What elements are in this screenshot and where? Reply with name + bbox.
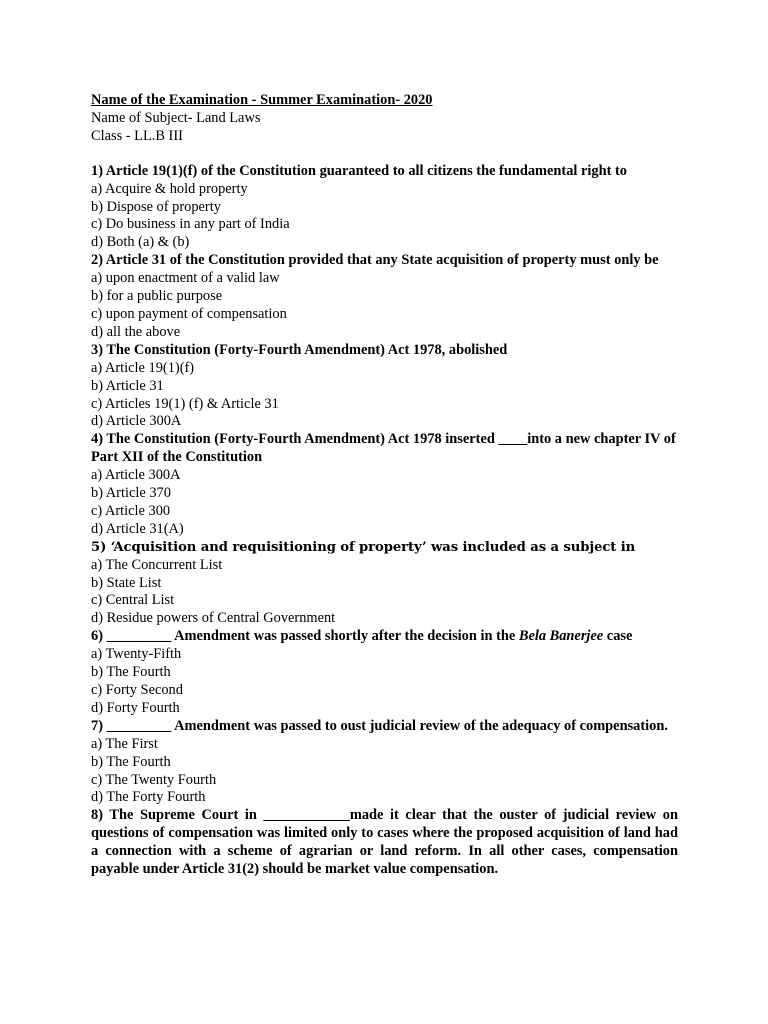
- q6-option-d: d) Forty Fourth: [91, 699, 180, 716]
- q2-option-b: b) for a public purpose: [91, 288, 223, 305]
- question-8: 8) The Supreme Court in ____________made it clear that the ouster of judicial review on questions of compensation was limited only to cases where the proposed acquisition of land had a connection with a scheme of agrarian or land reform. In all other cases, compensation payable under Article 31(2) should be market value compensation.: [91, 807, 678, 878]
- q4-option-c: c) Article 300: [91, 502, 171, 519]
- q3-option-d: d) Article 300A: [91, 413, 182, 430]
- question-5: 5) ‘Acquisition and requisitioning of property’ was included as a subject in: [91, 539, 636, 555]
- q3-option-a: a) Article 19(1)(f): [91, 359, 195, 376]
- q4-option-a: a) Article 300A: [91, 467, 181, 484]
- q7-option-c: c) The Twenty Fourth: [91, 771, 217, 788]
- question-7: 7) _________ Amendment was passed to oust judicial review of the adequacy of compensation.: [91, 717, 668, 734]
- q7-option-b: b) The Fourth: [91, 753, 171, 770]
- q1-option-c: c) Do business in any part of India: [91, 216, 290, 233]
- q3-option-b: b) Article 31: [91, 377, 164, 394]
- q1-option-d: d) Both (a) & (b): [91, 234, 190, 251]
- question-2: 2) Article 31 of the Constitution provided that any State acquisition of property must only be: [91, 252, 659, 269]
- q5-option-b: b) State List: [91, 574, 162, 591]
- q1-option-a: a) Acquire & hold property: [91, 180, 248, 197]
- case-name: Bela Banerjee: [518, 628, 604, 645]
- question-6-text-end: case: [603, 628, 633, 645]
- q5-option-a: a) The Concurrent List: [91, 556, 223, 573]
- question-1: 1) Article 19(1)(f) of the Constitution guaranteed to all citizens the fundamental right to: [91, 162, 627, 179]
- q6-option-b: b) The Fourth: [91, 664, 171, 681]
- q2-option-d: d) all the above: [91, 323, 181, 340]
- q4-option-d: d) Article 31(A): [91, 520, 184, 537]
- q5-option-c: c) Central List: [91, 592, 175, 609]
- subject-name: Name of Subject- Land Laws: [91, 109, 261, 126]
- q6-option-c: c) Forty Second: [91, 682, 183, 698]
- question-4: 4) The Constitution (Forty-Fourth Amendment) Act 1978 inserted ____into a new chapter IV of Part XII of the Constitution: [91, 431, 676, 466]
- exam-name: Name of the Examination - Summer Examination- 2020: [91, 92, 433, 108]
- class-name: Class - LL.B III: [91, 127, 183, 144]
- question-3: 3) The Constitution (Forty-Fourth Amendment) Act 1978, abolished: [91, 341, 508, 358]
- question-6: [91, 628, 678, 646]
- q3-option-c: c) Articles 19(1) (f) & Article 31: [91, 395, 279, 412]
- q5-option-d: d) Residue powers of Central Government: [91, 610, 336, 627]
- q2-option-c: c) upon payment of compensation: [91, 305, 287, 322]
- q2-option-a: a) upon enactment of a valid law: [91, 270, 280, 287]
- q7-option-a: a) The First: [91, 735, 158, 752]
- q7-option-d: d) The Forty Fourth: [91, 789, 206, 806]
- q1-option-b: b) Dispose of property: [91, 198, 221, 215]
- q6-option-a: a) Twenty-Fifth: [91, 646, 182, 663]
- q4-option-b: b) Article 370: [91, 485, 171, 502]
- spacer: [91, 146, 678, 163]
- question-6-text-start: 6) _________ Amendment was passed shortly after the decision in the: [91, 628, 519, 645]
